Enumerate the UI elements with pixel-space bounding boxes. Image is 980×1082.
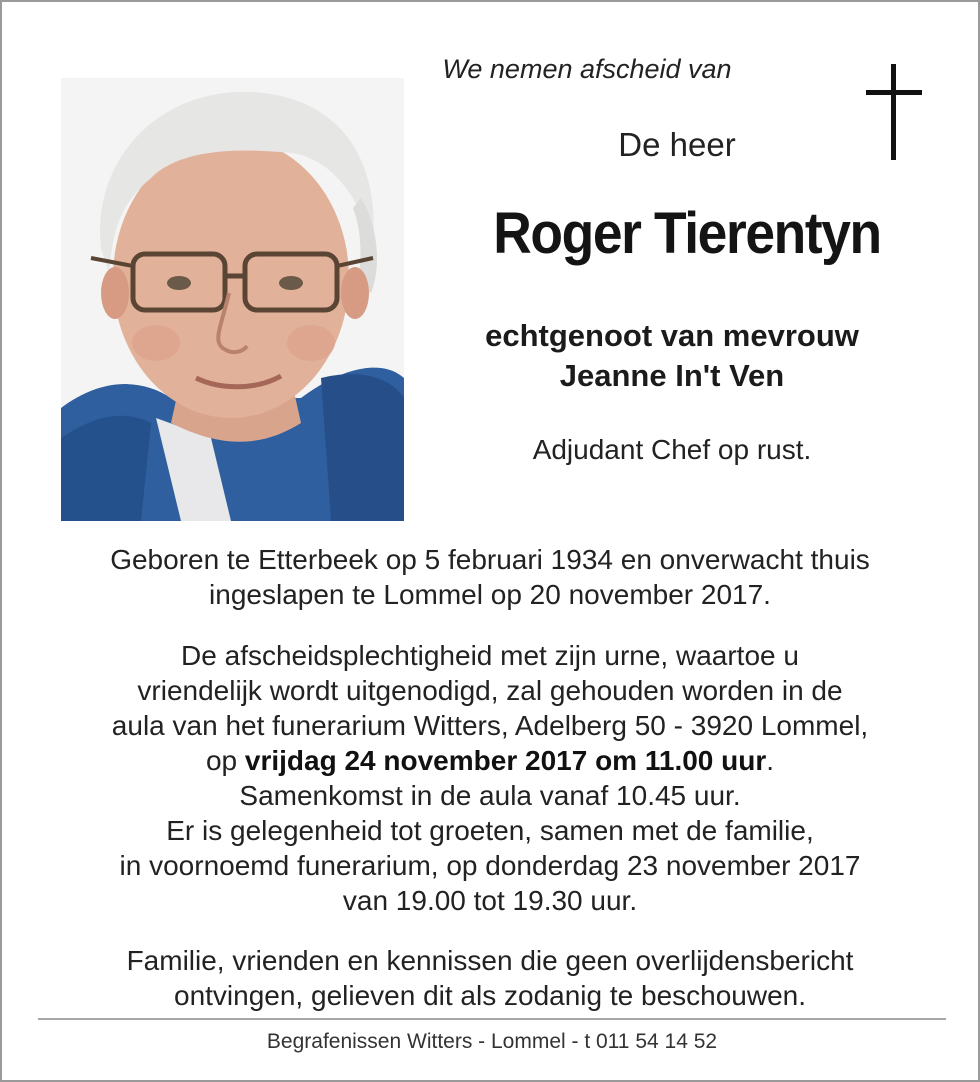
ceremony-line-8: van 19.00 tot 19.30 uur. — [342, 885, 638, 916]
title-prefix: De heer — [618, 126, 736, 163]
spouse-line-1: echtgenoot van mevrouw — [485, 318, 859, 353]
portrait-photo — [61, 78, 404, 521]
spouse-line-2: Jeanne In't Ven — [559, 358, 785, 393]
ceremony-date-prefix: op — [205, 745, 245, 776]
ceremony-line-4 — [32, 743, 948, 778]
deceased-name: Roger Tierentyn — [493, 201, 881, 266]
ceremony-paragraph — [32, 638, 948, 918]
ceremony-date: vrijdag 24 november 2017 om 11.00 uur — [244, 745, 767, 776]
ceremony-line-3: aula van het funerarium Witters, Adelberg 50 - 3920 Lommel, — [111, 710, 869, 741]
birth-paragraph — [32, 542, 948, 612]
ceremony-line-5: Samenkomst in de aula vanaf 10.45 uur. — [239, 780, 741, 811]
closing-paragraph — [32, 943, 948, 1013]
birth-line-1: Geboren te Etterbeek op 5 februari 1934 en onverwacht thuis — [110, 544, 870, 575]
rank-text: Adjudant Chef op rust. — [532, 434, 812, 465]
ceremony-line-2: vriendelijk wordt uitgenodigd, zal gehouden worden in de — [137, 675, 843, 706]
footer-divider — [38, 1018, 946, 1020]
latin-cross-icon — [866, 64, 926, 164]
ceremony-line-6: Er is gelegenheid tot groeten, samen met de familie, — [166, 815, 814, 846]
spouse-block — [432, 316, 912, 396]
closing-line-1: Familie, vrienden en kennissen die geen overlijdensbericht — [126, 945, 854, 976]
birth-line-2: ingeslapen te Lommel op 20 november 2017. — [209, 579, 771, 610]
ceremony-line-7: in voornoemd funerarium, op donderdag 23 november 2017 — [119, 850, 861, 881]
intro-text: We nemen afscheid van — [442, 54, 732, 84]
footer-text: Begrafenissen Witters - Lommel - t 011 54 14 52 — [266, 1030, 718, 1053]
ceremony-date-suffix: . — [766, 745, 775, 776]
closing-line-2: ontvingen, gelieven dit als zodanig te beschouwen. — [174, 980, 806, 1011]
ceremony-line-1: De afscheidsplechtigheid met zijn urne, waartoe u — [181, 640, 799, 671]
